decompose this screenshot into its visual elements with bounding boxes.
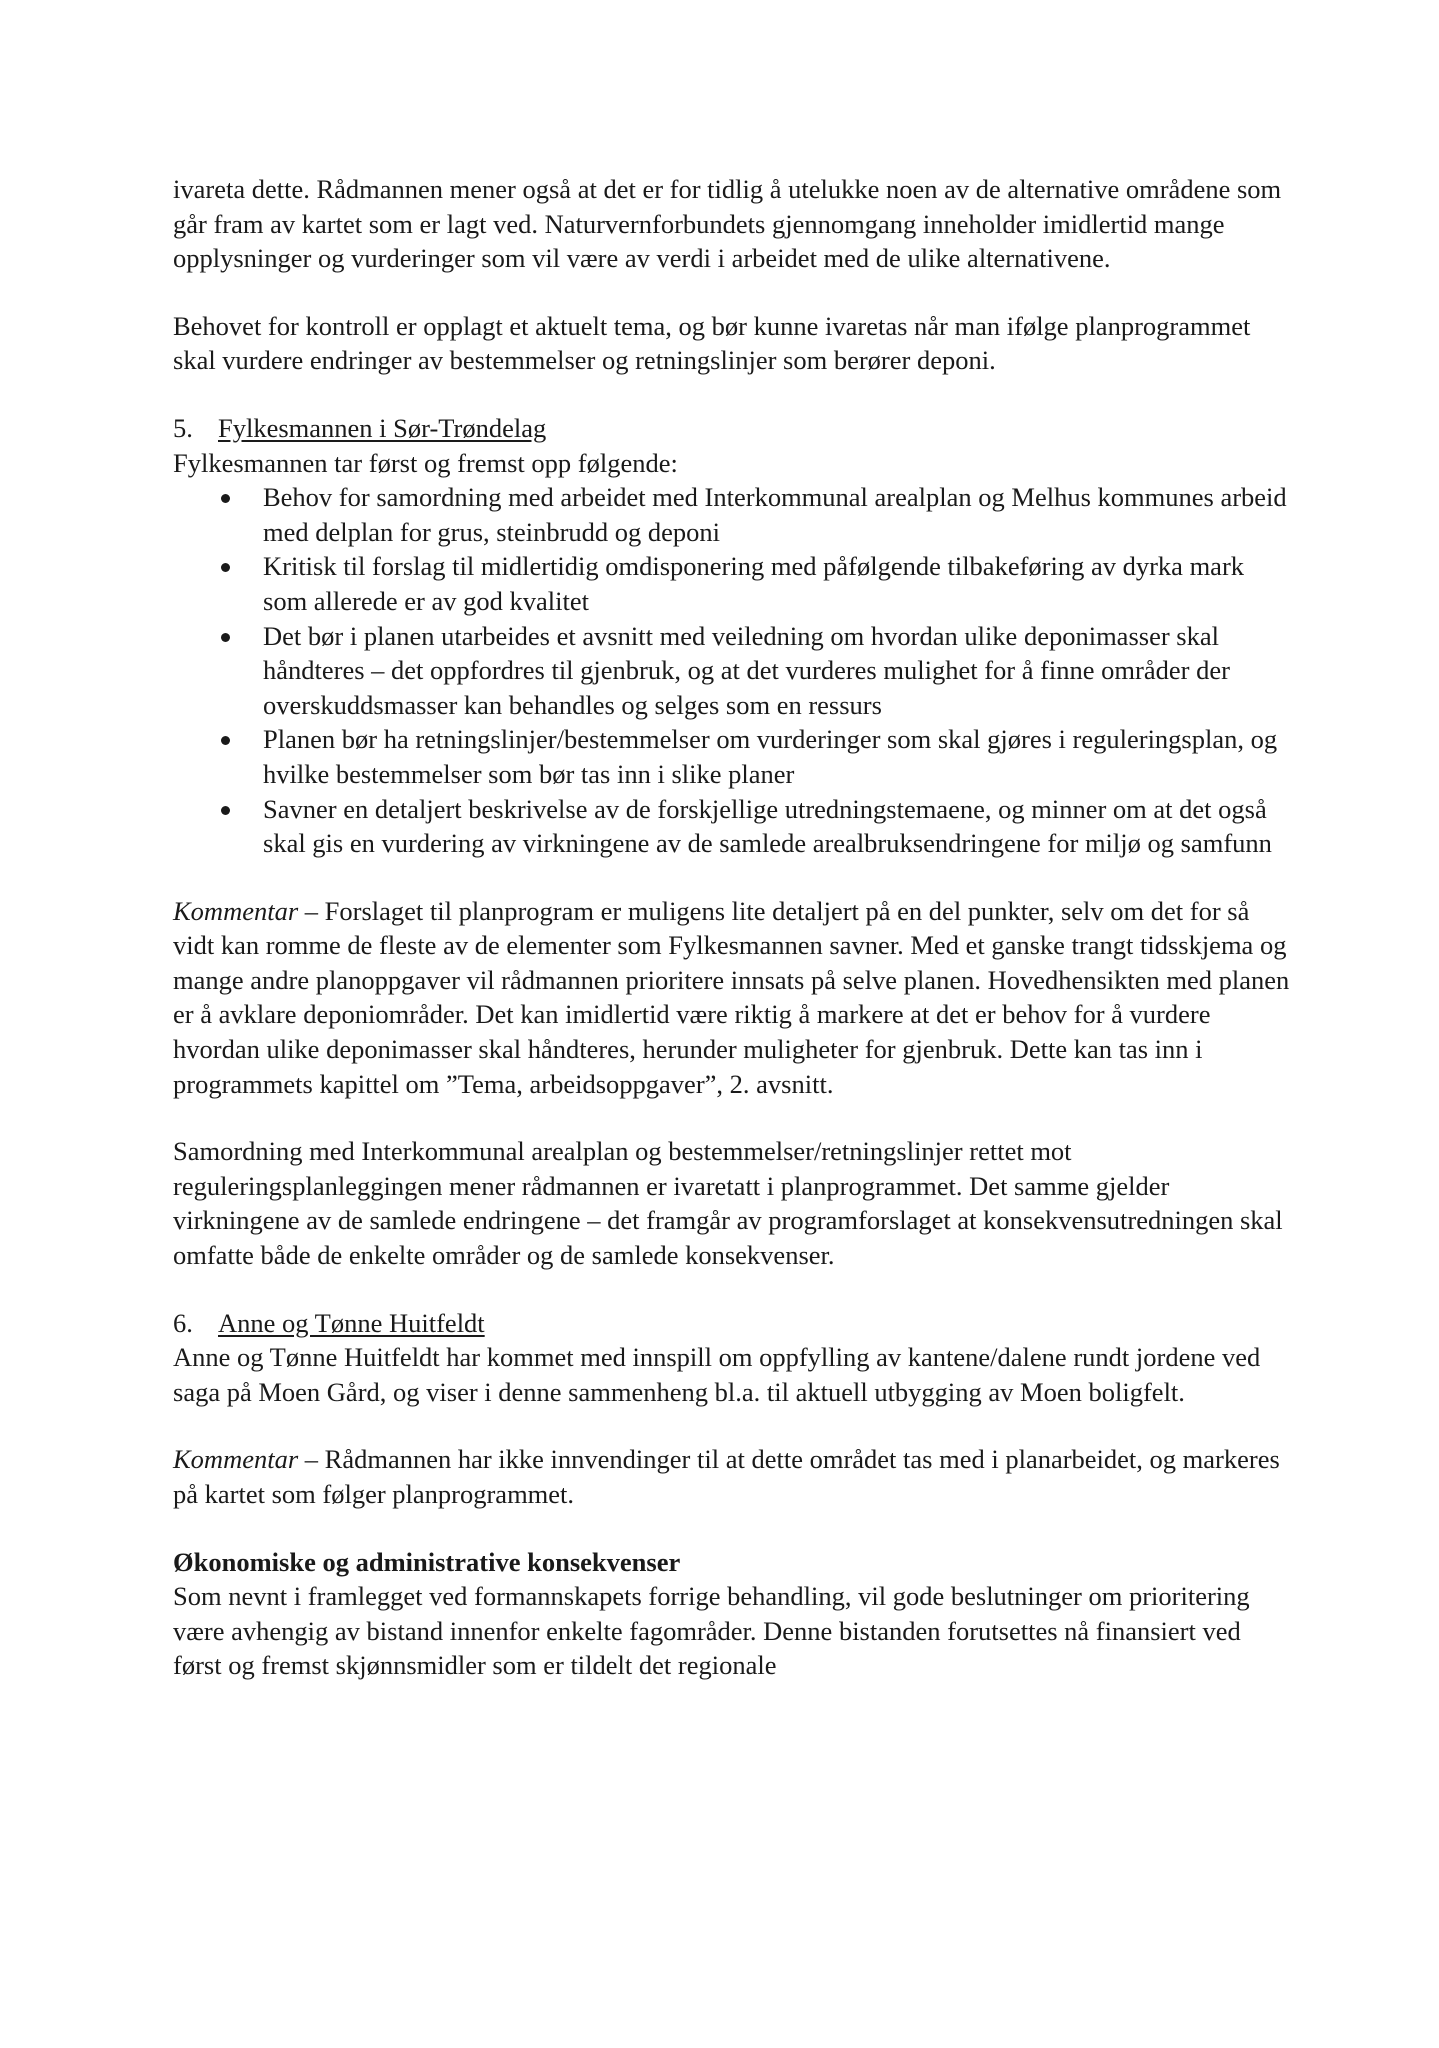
section-title: Anne og Tønne Huitfeldt (218, 1307, 485, 1338)
bullet-icon (221, 633, 230, 642)
bullet-icon (221, 736, 230, 745)
comment-text: – Rådmannen har ikke innvendinger til at dette området tas med i planarbeidet, og markeres på kartet som følger planprogrammet. (173, 1444, 1280, 1509)
bullet-icon (221, 563, 230, 572)
section-intro: Fylkesmannen tar først og fremst opp følgende: (173, 447, 678, 478)
bullet-icon (221, 494, 230, 503)
bullet-text: Kritisk til forslag til midlertidig omdisponering med påfølgende tilbakeføring av dyrka mark som allerede er av god kvalitet (263, 551, 1245, 616)
section-number: 6. (173, 1307, 193, 1338)
paragraph: Behovet for kontroll er opplagt et aktuelt tema, og bør kunne ivaretas når man ifølge planprogrammet skal vurdere endringer av bestemmelser og retningslinjer som berører deponi. (173, 310, 1251, 376)
bullet-item (173, 792, 1293, 861)
bullet-text: Behov for samordning med arbeidet med Interkommunal arealplan og Melhus kommunes arbeid med delplan for grus, steinbrudd og deponi (263, 482, 1287, 547)
section-number: 5. (173, 412, 193, 443)
paragraph: Samordning med Interkommunal arealplan og bestemmelser/retningslinjer rettet mot reguleringsplanleggingen mener rådmannen er ivaretatt i planprogrammet. Det samme gjelder virkningene av de samlede endringene – det framgår av programforslaget at konsekvensutredningen skal omfatte både de enkelte områder og de samlede konsekvenser. (173, 1136, 1283, 1271)
bullet-text: Planen bør ha retningslinjer/bestemmelser om vurderinger som skal gjøres i reguleringsplan, og hvilke bestemmelser som bør tas inn i slike planer (263, 724, 1278, 789)
bullet-text: Savner en detaljert beskrivelse av de forskjellige utredningstemaene, og minner om at det også skal gis en vurdering av virkningene av de samlede arealbruksendringene for miljø og samfunn (263, 793, 1272, 859)
bullet-item (173, 619, 1293, 723)
bullet-item (173, 480, 1293, 549)
comment-text: – Forslaget til planprogram er muligens lite detaljert på en del punkter, selv om det for så vidt kan romme de fleste av de elementer som Fylkesmannen savner. Med et ganske trangt tidsskjema og mange andre planoppgaver vil rådmannen prioritere innsats på selve planen. Hovedhensikten med planen er å avklare deponiområder. Det kan imidlertid være riktig å markere at det er behov for å vurdere hvordan ulike deponimasser skal håndteres, herunder muligheter for gjenbruk. Dette kan tas inn i programmets kapittel om ”Tema, arbeidsoppgaver”, 2. avsnitt. (173, 895, 1290, 1099)
comment-label: Kommentar (173, 895, 299, 926)
paragraph: Som nevnt i framlegget ved formannskapets forrige behandling, vil gode beslutninger om prioritering være avhengig av bistand innenfor enkelte fagområder. Denne bistanden forutsettes nå finansiert ved først og fremst skjønnsmidler som er tildelt det regionale (173, 1581, 1250, 1681)
paragraph: Anne og Tønne Huitfeldt har kommet med innspill om oppfylling av kantene/dalene rundt jordene ved saga på Moen Gård, og viser i denne sammenheng bl.a. til aktuell utbygging av Moen boligfelt. (173, 1342, 1261, 1407)
section-heading (173, 1306, 1293, 1341)
bullet-icon (221, 806, 230, 815)
bullet-item (173, 722, 1293, 791)
section-heading (173, 411, 1293, 446)
comment-paragraph (173, 894, 1293, 1102)
bullet-text: Det bør i planen utarbeides et avsnitt med veiledning om hvordan ulike deponimasser skal håndteres – det oppfordres til gjenbruk, og at det vurderes mulighet for å finne områder der overskuddsmasser kan behandles og selges som en ressurs (263, 620, 1230, 720)
bullet-list (173, 480, 1293, 861)
comment-paragraph (173, 1442, 1293, 1511)
paragraph: ivareta dette. Rådmannen mener også at det er for tidlig å utelukke noen av de alternative områdene som går fram av kartet som er lagt ved. Naturvernforbundets gjennomgang inneholder imidlertid mange opplysninger og vurderinger som vil være av verdi i arbeidet med de ulike alternativene. (173, 174, 1282, 274)
section-title: Fylkesmannen i Sør-Trøndelag (218, 412, 547, 443)
document-body (173, 172, 1293, 1683)
comment-label: Kommentar (173, 1444, 299, 1475)
bullet-item (173, 549, 1293, 618)
subheading: Økonomiske og administrative konsekvenser (173, 1546, 681, 1577)
